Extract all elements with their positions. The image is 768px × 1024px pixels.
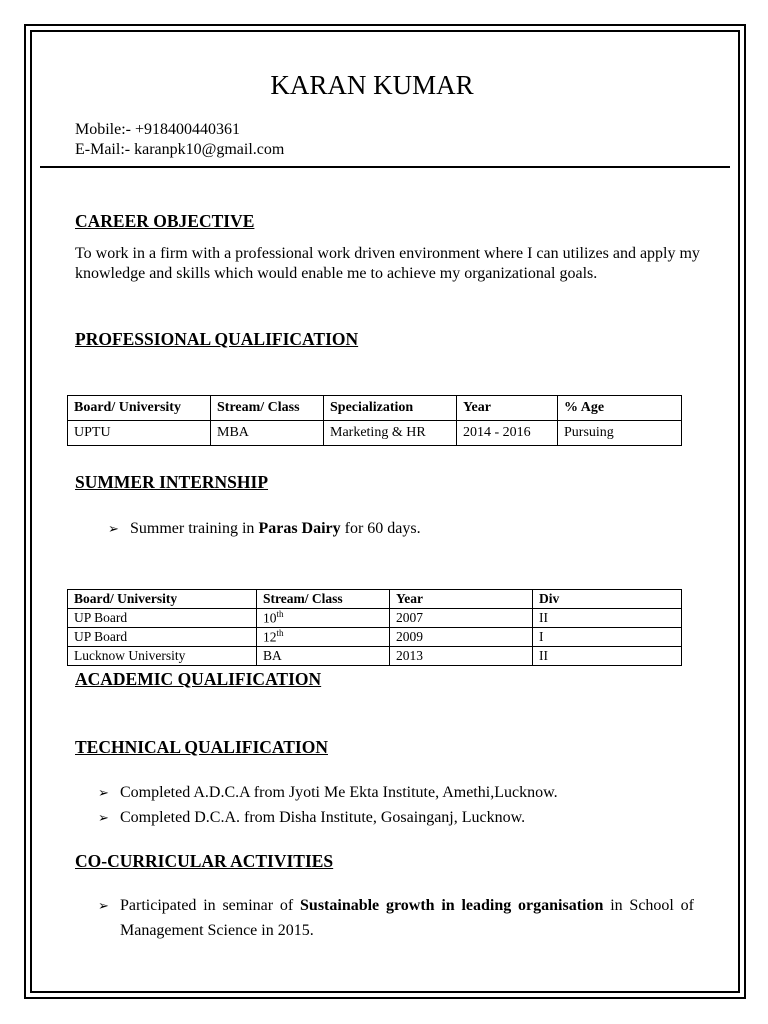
- table-cell: Marketing & HR: [324, 421, 457, 446]
- table-header-row: [68, 590, 682, 609]
- internship-company: Paras Dairy: [258, 520, 341, 537]
- mobile-number: Mobile:- +918400440361: [75, 121, 241, 138]
- table-cell: 10th: [257, 609, 390, 628]
- co-curricular-heading: CO-CURRICULAR ACTIVITIES: [75, 851, 334, 871]
- table-cell: I: [533, 628, 682, 647]
- table-row: [68, 647, 682, 666]
- table-header-cell: Specialization: [324, 396, 457, 421]
- table-cell: Lucknow University: [68, 647, 257, 666]
- table-header-cell: Stream/ Class: [211, 396, 324, 421]
- arrow-bullet-icon: ➢: [98, 786, 109, 801]
- table-header-row: [68, 396, 682, 421]
- table-cell: 2007: [390, 609, 533, 628]
- table-header-cell: % Age: [558, 396, 682, 421]
- table-cell: 2009: [390, 628, 533, 647]
- table-header-cell: Year: [390, 590, 533, 609]
- career-objective-text: To work in a firm with a professional work driven environment where I can utilizes and apply my knowledge and skills which would enable me to achieve my organizational goals.: [75, 245, 700, 282]
- table-row: [68, 421, 682, 446]
- table-row: [68, 628, 682, 647]
- arrow-bullet-icon: ➢: [98, 811, 109, 826]
- table-header-cell: Stream/ Class: [257, 590, 390, 609]
- arrow-bullet-icon: ➢: [98, 899, 109, 914]
- technical-qualification-heading: TECHNICAL QUALIFICATION: [75, 737, 328, 757]
- summer-internship-heading: SUMMER INTERNSHIP: [75, 472, 269, 492]
- table-cell: UP Board: [68, 628, 257, 647]
- co-curricular-item: ➢ Participated in seminar of Sustainable growth in leading organisation in School of Management Science in 2015.: [98, 897, 695, 939]
- table-header-cell: Year: [457, 396, 558, 421]
- page-border-inner: [30, 30, 740, 993]
- table-cell: 12th: [257, 628, 390, 647]
- table-cell: BA: [257, 647, 390, 666]
- internship-bullet: [108, 517, 421, 542]
- table-cell: MBA: [211, 421, 324, 446]
- email-address: E-Mail:- karanpk10@gmail.com: [75, 141, 285, 158]
- table-header-cell: Div: [533, 590, 682, 609]
- list-item: ➢ Completed D.C.A. from Disha Institute, Gosainganj, Lucknow.: [98, 806, 525, 831]
- academic-qualification-heading: ACADEMIC QUALIFICATION: [75, 669, 322, 689]
- table-cell: 2013: [390, 647, 533, 666]
- internship-text-prefix: Summer training in: [130, 520, 259, 537]
- table-row: [68, 609, 682, 628]
- table-cell: II: [533, 609, 682, 628]
- professional-qualification-heading: PROFESSIONAL QUALIFICATION: [75, 329, 359, 349]
- table-cell: UPTU: [68, 421, 211, 446]
- table-header-cell: Board/ University: [68, 396, 211, 421]
- candidate-name: KARAN KUMAR: [270, 70, 474, 100]
- table-cell: Pursuing: [558, 421, 682, 446]
- professional-qualification-table: [67, 395, 682, 446]
- academic-table: [67, 589, 682, 666]
- table-cell: UP Board: [68, 609, 257, 628]
- table-cell: 2014 - 2016: [457, 421, 558, 446]
- arrow-bullet-icon: ➢: [108, 522, 119, 537]
- internship-text-suffix: for 60 days.: [340, 520, 421, 537]
- table-header-cell: Board/ University: [68, 590, 257, 609]
- header-divider: [40, 166, 730, 168]
- career-objective-heading: CAREER OBJECTIVE: [75, 211, 255, 231]
- table-cell: II: [533, 647, 682, 666]
- list-item: ➢ Completed A.D.C.A from Jyoti Me Ekta Institute, Amethi,Lucknow.: [98, 781, 558, 806]
